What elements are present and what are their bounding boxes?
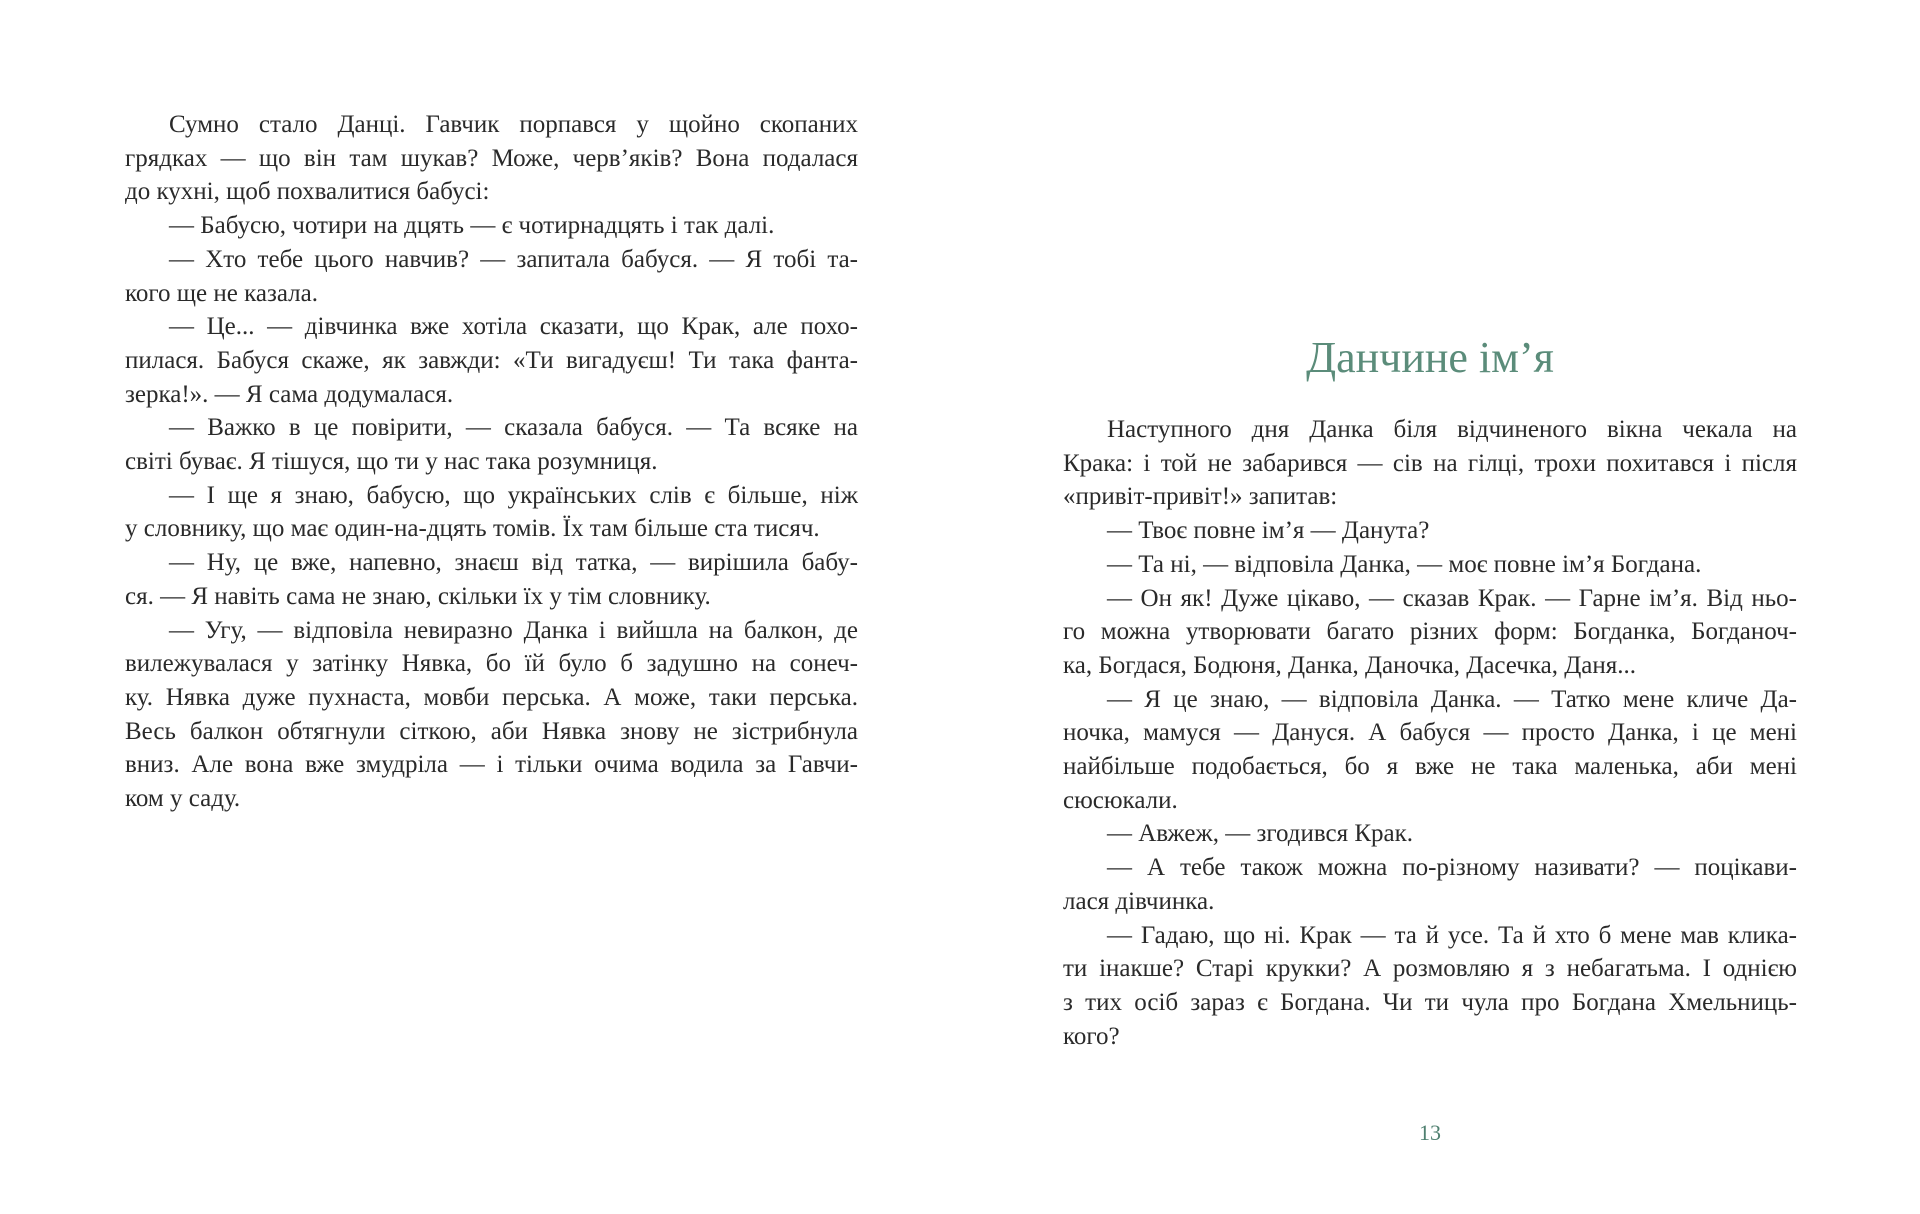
text-line: лася дівчинка. bbox=[1063, 887, 1215, 915]
text-line: — І ще я знаю, бабусю, що українських слів є більше, ніж bbox=[169, 481, 858, 509]
text-line: — Угу, — відповіла невиразно Данка і вийшла на балкон, де bbox=[169, 616, 858, 644]
text-line: — Я це знаю, — відповіла Данка. — Татко мене кличе Да- bbox=[1107, 685, 1797, 713]
paragraph bbox=[1063, 683, 1797, 818]
paragraph bbox=[1063, 548, 1797, 582]
paragraph bbox=[125, 479, 858, 546]
text-line: Крака: і той не забарився — сів на гілці, трохи похитався і після bbox=[1063, 449, 1797, 477]
text-line: вниз. Але вона вже змудріла — і тільки очима водила за Гавчи- bbox=[125, 751, 858, 779]
paragraph bbox=[125, 209, 858, 243]
text-line: грядках — що він там шукав? Може, черв’яків? Вона подалася bbox=[125, 144, 858, 172]
text-line: го можна утворювати багато різних форм: Богданка, Богданоч- bbox=[1063, 618, 1797, 646]
page-number: 13 bbox=[1419, 1120, 1441, 1145]
paragraph bbox=[1063, 413, 1797, 514]
paragraph bbox=[125, 310, 858, 411]
text-line: вилежувалася у затінку Нявка, бо їй було б задушно на сонеч- bbox=[125, 650, 858, 678]
chapter-title: Данчине ім’я bbox=[1306, 333, 1554, 382]
text-line: Весь балкон обтягнули сіткою, аби Нявка знову не зістрибнула bbox=[125, 717, 858, 745]
text-line: — Авжеж, — згодився Крак. bbox=[1107, 820, 1414, 848]
text-line: — Важко в це повірити, — сказала бабуся. — Та всяке на bbox=[169, 414, 858, 442]
paragraph bbox=[125, 411, 858, 478]
text-line: Наступного дня Данка біля відчиненого вікна чекала на bbox=[1107, 416, 1797, 443]
text-line: — Твоє повне ім’я — Данута? bbox=[1107, 517, 1430, 545]
text-line: — Ну, це вже, напевно, знаєш від татка, — вирішила бабу- bbox=[169, 549, 858, 577]
text-line: — А тебе також можна по-різному називати? — поцікави- bbox=[1107, 854, 1797, 882]
text-line: найбільше подобається, бо я вже не така маленька, аби мені bbox=[1063, 753, 1797, 781]
text-line: ку. Нявка дуже пухнаста, мовби перська. А може, таки перська. bbox=[125, 683, 858, 711]
text-line: ти інакше? Старі крукки? А розмовляю я з небагатьма. І однією bbox=[1063, 955, 1797, 983]
text-line: ка, Богдася, Бодюня, Данка, Даночка, Дасечка, Даня... bbox=[1063, 651, 1636, 679]
text-line: ком у саду. bbox=[125, 785, 241, 813]
text-line: — Гадаю, що ні. Крак — та й усе. Та й хто б мене мав клика- bbox=[1107, 921, 1797, 949]
text-line: «привіт-привіт!» запитав: bbox=[1063, 483, 1338, 511]
paragraph bbox=[1063, 817, 1797, 851]
text-line: кого ще не казала. bbox=[125, 279, 318, 307]
paragraph bbox=[125, 614, 858, 816]
text-line: до кухні, щоб похвалитися бабусі: bbox=[125, 178, 490, 206]
paragraph bbox=[125, 243, 858, 310]
text-line: — Це... — дівчинка вже хотіла сказати, що Крак, але похо- bbox=[169, 313, 858, 341]
paragraph bbox=[1063, 919, 1797, 1054]
paragraph bbox=[125, 546, 858, 613]
text-line: у словнику, що має один-на-дцять томів. Їх там більше ста тисяч. bbox=[125, 515, 820, 543]
text-line: сюсюкали. bbox=[1063, 786, 1178, 814]
text-line: світі буває. Я тішуся, що ти у нас така розумниця. bbox=[125, 448, 658, 476]
paragraph bbox=[1063, 582, 1797, 683]
text-line: — Та ні, — відповіла Данка, — моє повне ім’я Богдана. bbox=[1107, 550, 1702, 578]
text-line: зерка!». — Я сама додумалася. bbox=[125, 380, 454, 408]
left-page-body bbox=[125, 108, 858, 816]
paragraph bbox=[1063, 851, 1797, 918]
text-line: кого? bbox=[1063, 1022, 1120, 1050]
text-line: пилася. Бабуся скаже, як завжди: «Ти вигадуєш! Ти така фанта- bbox=[125, 346, 858, 374]
text-line: — Хто тебе цього навчив? — запитала бабуся. — Я тобі та- bbox=[169, 245, 858, 273]
right-page-body bbox=[1063, 413, 1797, 1053]
paragraph bbox=[125, 108, 858, 209]
text-line: з тих осіб зараз є Богдана. Чи ти чула про Богдана Хмельниць- bbox=[1063, 988, 1797, 1016]
paragraph bbox=[1063, 514, 1797, 548]
text-line: ночка, мамуся — Дануся. А бабуся — просто Данка, і це мені bbox=[1063, 719, 1797, 747]
text-line: ся. — Я навіть сама не знаю, скільки їх у тім словнику. bbox=[125, 582, 711, 610]
text-line: Сумно стало Данці. Гавчик порпався у щойно скопаних bbox=[169, 111, 858, 138]
text-line: — Бабусю, чотири на дцять — є чотирнадцять і так далі. bbox=[169, 212, 775, 240]
text-line: — Он як! Дуже цікаво, — сказав Крак. — Гарне ім’я. Від ньо- bbox=[1107, 584, 1797, 612]
